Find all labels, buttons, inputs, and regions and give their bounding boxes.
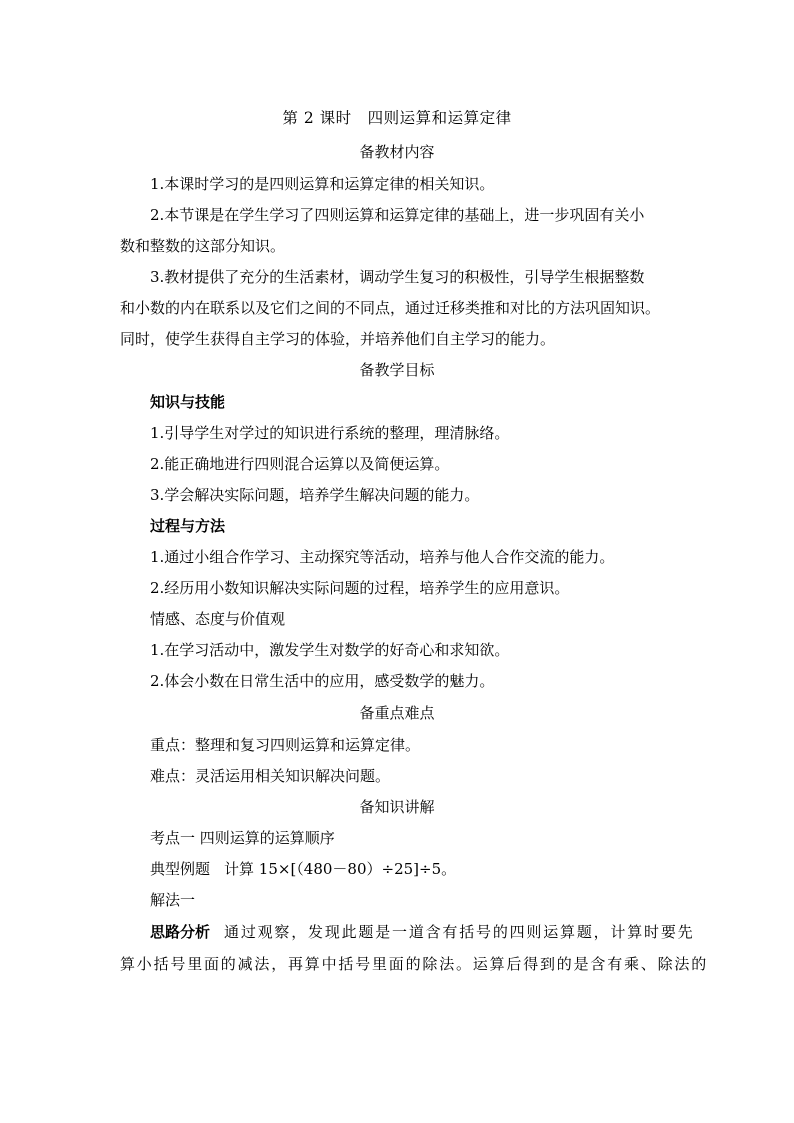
paragraph: 2.本节课是在学生学习了四则运算和运算定律的基础上，进一步巩固有关小 (150, 206, 645, 224)
list-item: 1.通过小组合作学习、主动探究等活动，培养与他人合作交流的能力。 (150, 548, 615, 566)
subheading-process-method: 过程与方法 (150, 517, 226, 535)
example-line (150, 859, 456, 879)
list-item: 1.在学习活动中，激发学生对数学的好奇心和求知欲。 (150, 641, 510, 659)
analysis-text: 通过观察，发现此题是一道含有括号的四则运算题，计算时要先 (224, 923, 695, 941)
topic-heading: 考点一 四则运算的运算顺序 (150, 829, 335, 847)
list-item: 2.体会小数在日常生活中的应用，感受数学的魅力。 (150, 672, 495, 690)
paragraph-continuation: 和小数的内在联系以及它们之间的不同点，通过迁移类推和对比的方法巩固知识。 (120, 299, 661, 317)
list-item: 2.经历用小数知识解决实际问题的过程，培养学生的应用意识。 (150, 579, 570, 597)
section-heading-keypoints: 备重点难点 (359, 704, 435, 722)
key-point-focus: 重点：整理和复习四则运算和运算定律。 (150, 736, 421, 754)
list-item: 1.引导学生对学过的知识进行系统的整理，理清脉络。 (150, 424, 510, 442)
list-item: 2.能正确地进行四则混合运算以及简便运算。 (150, 455, 450, 473)
paragraph: 3.教材提供了充分的生活素材，调动学生复习的积极性，引导学生根据整数 (150, 268, 645, 286)
example-text: 计算 15×[（480－80）÷25]÷5。 (224, 860, 457, 878)
paragraph: 1.本课时学习的是四则运算和运算定律的相关知识。 (150, 175, 495, 193)
analysis-label: 思路分析 (150, 923, 211, 941)
key-point-difficulty: 难点：灵活运用相关知识解决问题。 (150, 767, 391, 785)
subheading-attitude-values: 情感、态度与价值观 (150, 610, 286, 628)
section-heading-knowledge: 备知识讲解 (359, 798, 435, 816)
method-label: 解法一 (150, 891, 196, 909)
analysis-line (150, 922, 694, 942)
paragraph-continuation: 数和整数的这部分知识。 (120, 237, 286, 255)
analysis-continuation: 算小括号里面的减法，再算中括号里面的除法。运算后得到的是含有乘、除法的 (120, 955, 709, 973)
list-item: 3.学会解决实际问题，培养学生解决问题的能力。 (150, 486, 480, 504)
section-heading-goals: 备教学目标 (359, 361, 435, 379)
subheading-knowledge-skills: 知识与技能 (150, 393, 226, 411)
page-title: 第 2 课时 四则运算和运算定律 (282, 109, 512, 127)
example-label: 典型例题 (150, 860, 211, 878)
paragraph-continuation: 同时，使学生获得自主学习的体验，并培养他们自主学习的能力。 (120, 330, 556, 348)
section-heading-materials: 备教材内容 (359, 143, 435, 161)
